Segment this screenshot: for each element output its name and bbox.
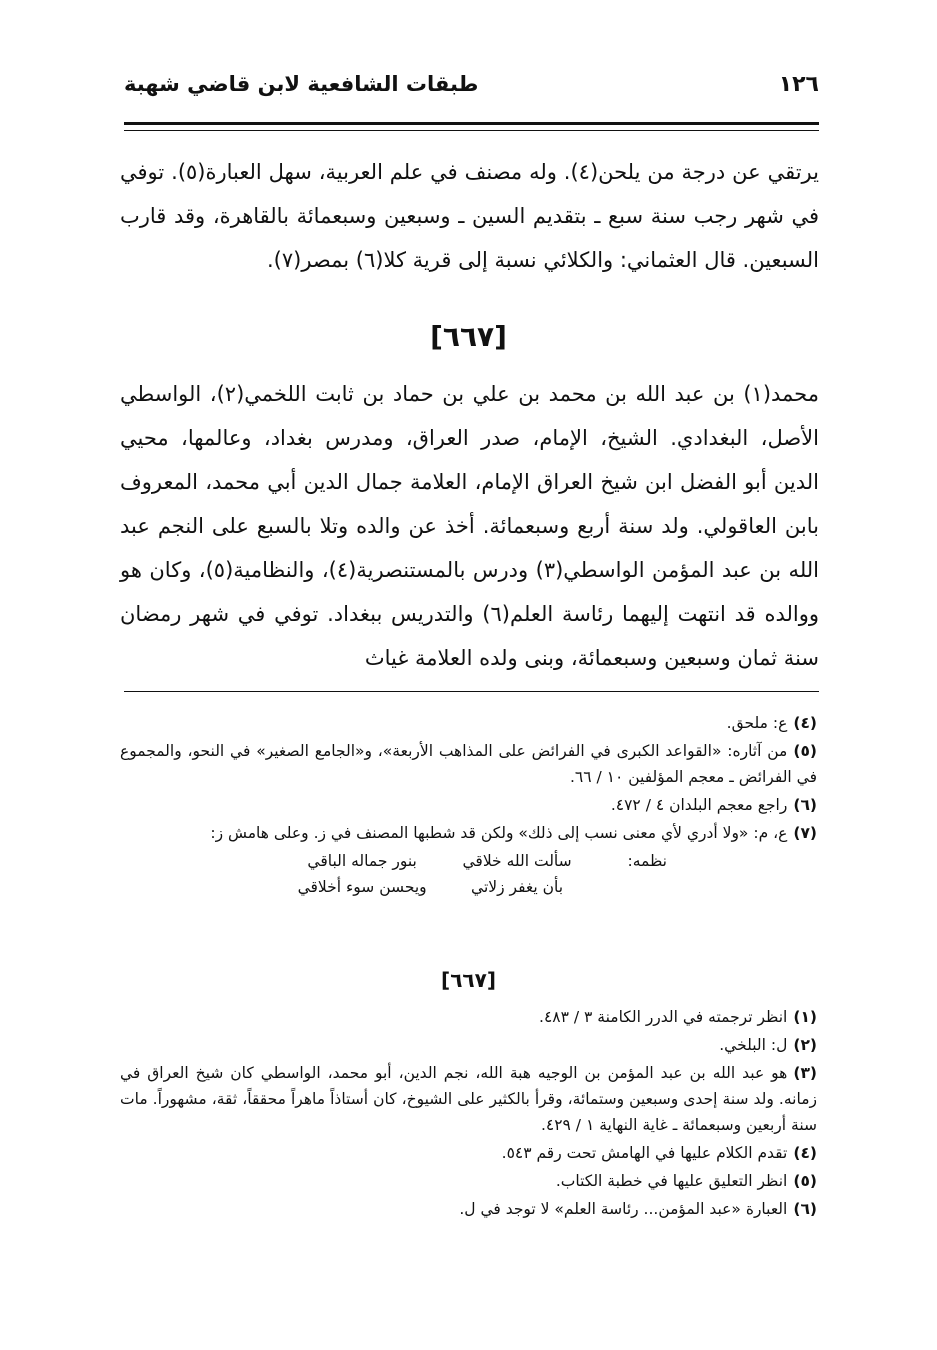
footnote <box>120 1032 817 1058</box>
footnote <box>120 1168 817 1194</box>
footnote-text: من آثاره: «القواعد الكبرى في الفرائض على المذاهب الأربعة»، و«الجامع الصغير» في النحو، والمجموع في الفرائض ـ معجم المؤلفين ١٠ / ٦٦. <box>120 742 817 786</box>
poem-hemistich: ويحسن سوء أخلاقي <box>297 878 427 896</box>
footnote-text: ع، م: «ولا أدري لأي معنى نسب إلى ذلك» ولكن قد شطبها المصنف في ز. وعلى هامش ز: <box>210 824 788 842</box>
poem-lines <box>287 848 592 900</box>
footnote-rule <box>124 691 819 692</box>
footnote-number: (٤) <box>793 1144 817 1162</box>
entry-text: محمد(١) بن عبد الله بن محمد بن علي بن حماد بن ثابت اللخمي(٢)، الواسطي الأصل، البغدادي. الشيخ، الإمام، صدر العراق، ومدرس بغداد، وعالمها، محيي الدين أبو الفضل ابن شيخ العراق الإمام، العلامة جمال الدين أبي محمد، المعروف بابن العاقولي. ولد سنة أربع وسبعمائة. أخذ عن والده وتلا بالسبع على النجم عبد الله بن عبد المؤمن الواسطي(٣) ودرس بالمستنصرية(٤)، والنظامية(٥)، وكان هو ووالده قد انتهت إليهما رئاسة العلم(٦) والتدريس ببغداد. توفي في شهر رمضان سنة ثمان وسبعين وسبعمائة، وبنى ولده العلامة غياث <box>120 382 820 670</box>
header-rule-thick <box>124 122 819 125</box>
footnote <box>120 820 817 846</box>
footnotes-entry-number: [٦٦٧] <box>441 968 496 992</box>
poem-hemistich: بنور جماله الباقي <box>307 852 417 870</box>
footnote <box>120 738 817 790</box>
footnotes-previous-entry <box>120 710 817 900</box>
running-title: طبقات الشافعية لابن قاضي شهبة <box>124 72 479 96</box>
footnote <box>120 1140 817 1166</box>
entry-number: [٦٦٧] <box>430 320 507 353</box>
footnotes-current-entry <box>120 1004 817 1224</box>
poem-hemistich: بأن يغفر زلاتي <box>471 878 564 896</box>
footnote-number: (١) <box>793 1008 817 1026</box>
poem-line <box>287 874 592 900</box>
footnote <box>120 1196 817 1222</box>
continuation-paragraph <box>120 150 819 282</box>
footnote-text: هو عبد الله بن عبد المؤمن بن الوجيه هبة الله، نجم الدين، أبو محمد، الواسطي كان شيخ العراق في زمانه. ولد سنة إحدى وسبعين وستمائة، وقرأ بالكثير على الشيوخ، كان أستاذاً ماهراً محققاً، ثقة، مشهوراً. مات سنة أربعين وسبعمائة ـ غاية النهاية ١ / ٤٢٩. <box>120 1064 817 1134</box>
footnote-number: (٦) <box>793 1200 817 1218</box>
footnote <box>120 1004 817 1030</box>
poem-line <box>287 848 592 874</box>
footnote-text: راجع معجم البلدان ٤ / ٤٧٢. <box>610 796 788 814</box>
footnote-text: العبارة «عبد المؤمن... رئاسة العلم» لا توجد في ل. <box>459 1200 788 1218</box>
footnote-text: تقدم الكلام عليها في الهامش تحت رقم ٥٤٣. <box>501 1144 788 1162</box>
footnote <box>120 1060 817 1138</box>
poem-hemistich: سألت الله خلاقي <box>462 852 572 870</box>
footnote-number: (٧) <box>793 824 817 842</box>
continuation-text: يرتقي عن درجة من يلحن(٤). وله مصنف في علم العربية، سهل العبارة(٥). توفي في شهر رجب سنة سبع ـ بتقديم السين ـ وسبعين وسبعمائة بالقاهرة، وقد قارب السبعين. قال العثماني: والكلائي نسبة إلى قرية كلا(٦) بمصر(٧). <box>120 160 819 272</box>
running-head <box>124 68 819 108</box>
footnote-number: (٢) <box>793 1036 817 1054</box>
footnote-text: انظر التعليق عليها في خطبة الكتاب. <box>555 1172 788 1190</box>
footnote-number: (٦) <box>793 796 817 814</box>
footnote <box>120 710 817 736</box>
footnote-number: (٥) <box>793 1172 817 1190</box>
footnote <box>120 792 817 818</box>
header-rule-thin <box>124 130 819 131</box>
footnote-number: (٥) <box>793 742 817 760</box>
footnote-number: (٤) <box>793 714 817 732</box>
footnote-number: (٣) <box>793 1064 817 1082</box>
poem <box>120 848 667 900</box>
poem-label: نظمه: <box>627 852 667 870</box>
entry-paragraph <box>120 372 819 680</box>
footnote-text: انظر ترجمته في الدرر الكامنة ٣ / ٤٨٣. <box>539 1008 788 1026</box>
footnote-text: ع: ملحق. <box>726 714 788 732</box>
page-number: ١٢٦ <box>778 72 819 97</box>
footnote-text: ل: البلخي. <box>719 1036 788 1054</box>
